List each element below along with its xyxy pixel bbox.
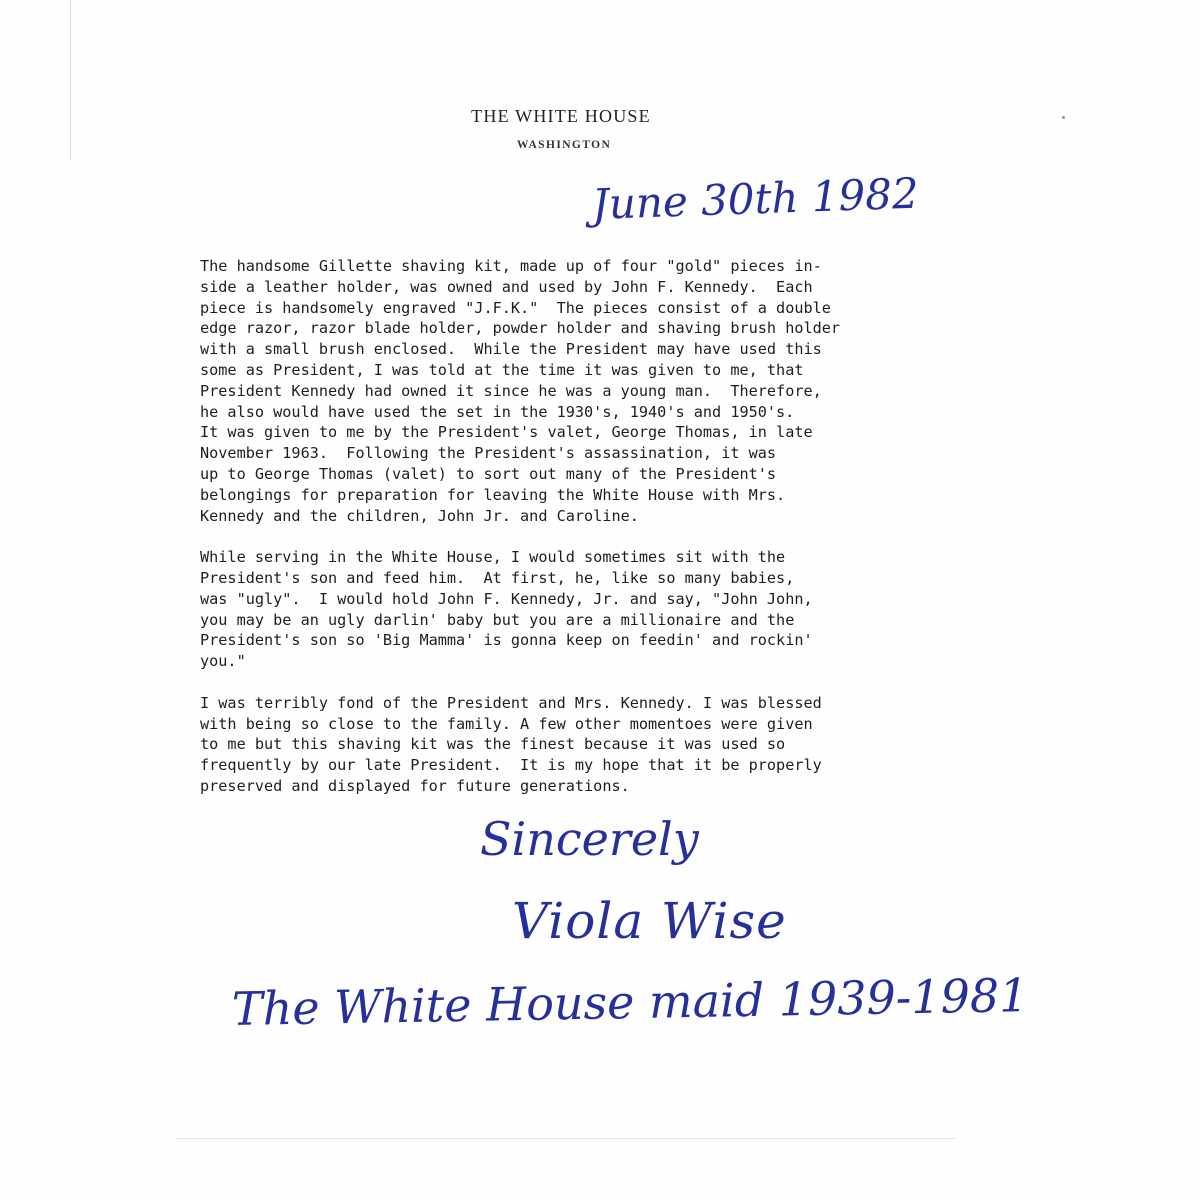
letter-body: [200, 256, 960, 797]
handwritten-closing: Sincerely: [480, 812, 699, 866]
letterhead-subtitle: WASHINGTON: [516, 139, 612, 151]
body-paragraph-1: The handsome Gillette shaving kit, made up of four "gold" pieces in- side a leather holder, was owned and used by John F. Kennedy. Each piece is handsomely engraved "J.F.K." The pieces consist of a double edge razor, razor blade holder, powder holder and shaving brush holder with a small brush enclosed. While the President may have used this some as President, I was told at the time it was given to me, that President Kennedy had owned it since he was a young man. Therefore, he also would have used the set in the 1930's, 1940's and 1950's. It was given to me by the President's valet, George Thomas, in late November 1963. Following the President's assassination, it was up to George Thomas (valet) to sort out many of the President's belongings for preparation for leaving the White House with Mrs. Kennedy and the children, John Jr. and Caroline.: [200, 257, 841, 525]
letterhead-title: THE WHITE HOUSE: [471, 106, 651, 126]
paper-edge-left: [70, 0, 71, 160]
body-paragraph-2: While serving in the White House, I would sometimes sit with the President's son and feed him. At first, he, like so many babies, was "ugly". I would hold John F. Kennedy, Jr. and say, "John John, you may be an ugly darlin' baby but you are a millionaire and the President's son so 'Big Mamma' is gonna keep on feedin' and rockin' you.": [200, 548, 813, 671]
handwritten-signature: Viola Wise: [512, 892, 787, 950]
body-paragraph-3: I was terribly fond of the President and Mrs. Kennedy. I was blessed with being so close to the family. A few other momentoes were given to me but this shaving kit was the finest because it was used so frequently by our late President. It is my hope that it be properly preserved and displayed for future generations.: [200, 693, 822, 795]
paper-edge-bottom: [175, 1138, 955, 1139]
handwritten-date: June 30th 1982: [591, 168, 920, 229]
handwritten-signer-title: The White House maid 1939-1981: [231, 968, 1029, 1036]
